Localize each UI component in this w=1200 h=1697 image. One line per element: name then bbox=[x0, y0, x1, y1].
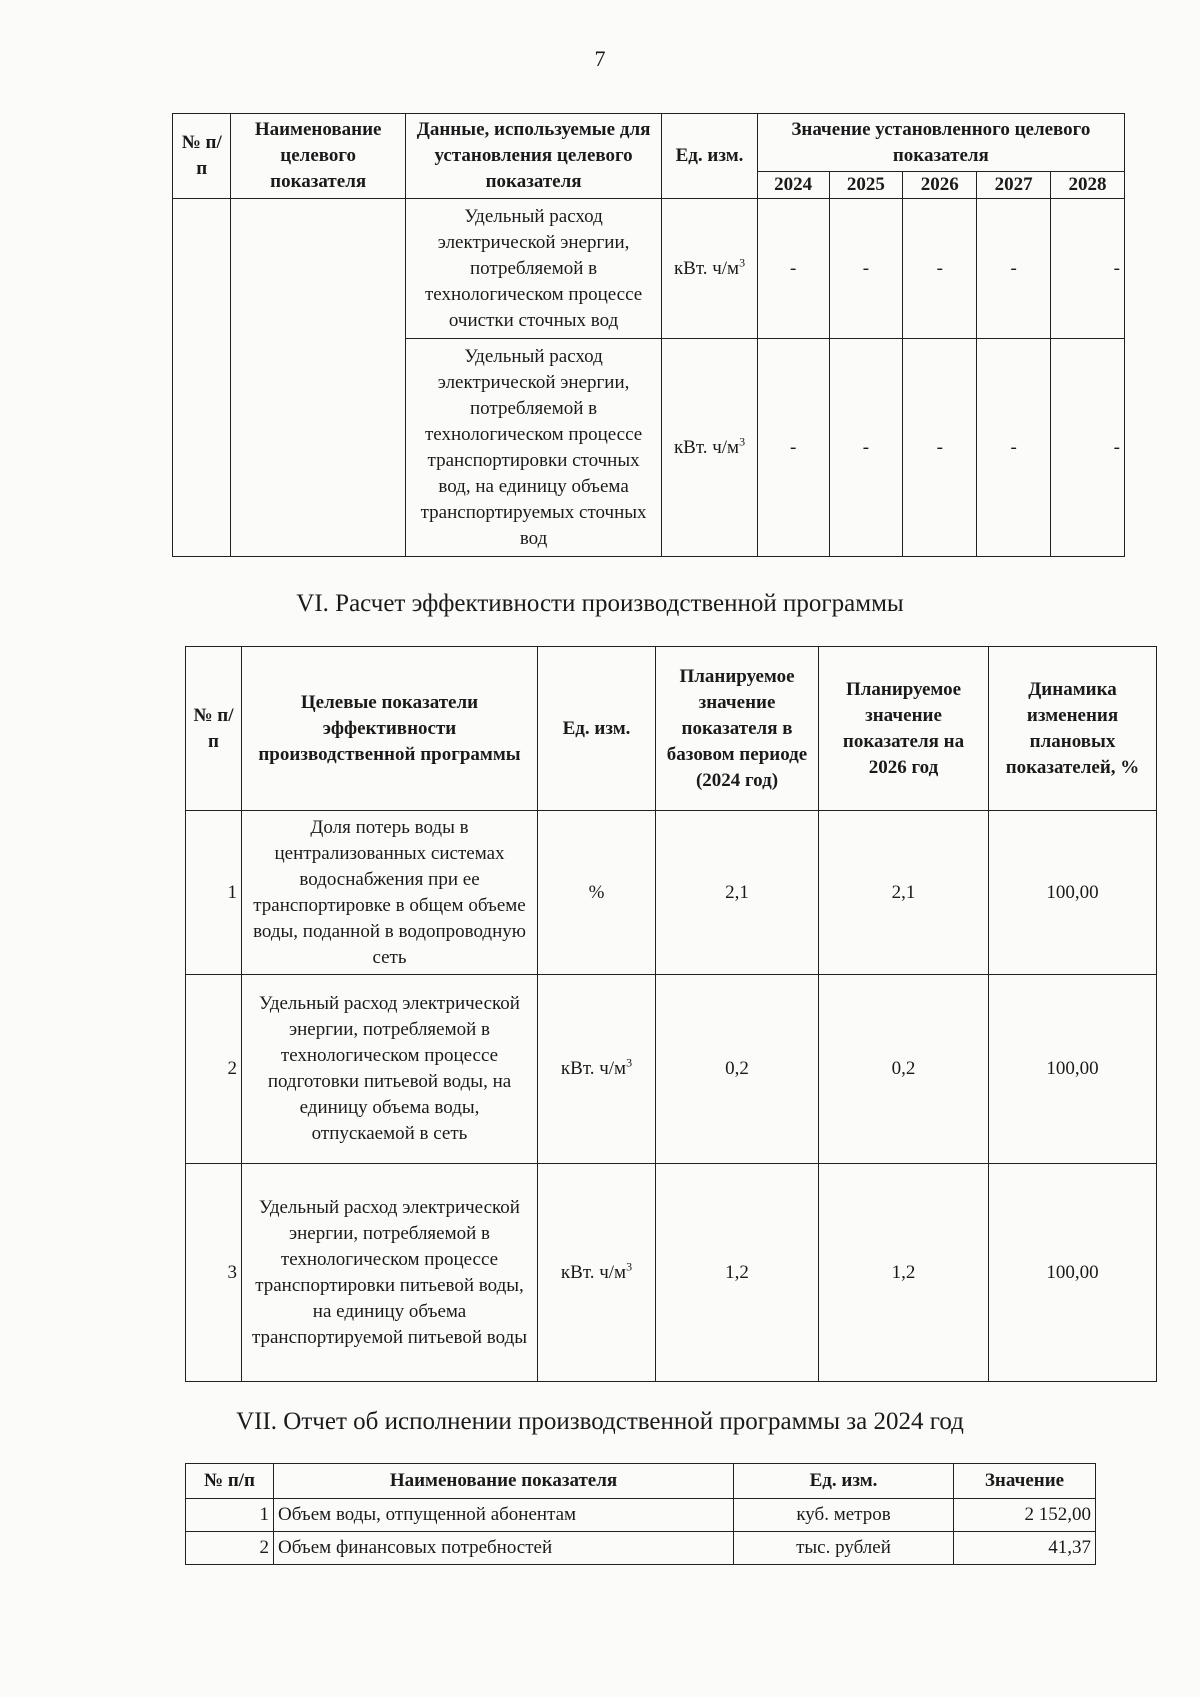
table-row bbox=[186, 1532, 1096, 1565]
value-cell: - bbox=[829, 199, 903, 339]
num-cell: 1 bbox=[186, 811, 242, 975]
value-cell: - bbox=[829, 339, 903, 557]
header-target: Целевые показатели эффективности производственной программы bbox=[242, 647, 538, 811]
unit-cell: куб. метров bbox=[734, 1499, 954, 1532]
efficiency-table bbox=[185, 646, 1157, 1382]
base-cell: 0,2 bbox=[656, 975, 819, 1164]
value-cell: - bbox=[903, 339, 977, 557]
section-7-title: VII. Отчет об исполнении производственной программы за 2024 год bbox=[236, 1408, 964, 1435]
header-num: № п/п bbox=[186, 647, 242, 811]
header-num: № п/п bbox=[173, 114, 231, 199]
unit-cell: % bbox=[538, 811, 656, 975]
unit-cell: тыс. рублей bbox=[734, 1532, 954, 1565]
header-year: 2026 bbox=[903, 172, 977, 199]
header-num: № п/п bbox=[186, 1464, 274, 1499]
header-name: Наименование показателя bbox=[274, 1464, 734, 1499]
header-year: 2024 bbox=[757, 172, 829, 199]
header-unit: Ед. изм. bbox=[538, 647, 656, 811]
plan-cell: 0,2 bbox=[819, 975, 989, 1164]
dynamics-cell: 100,00 bbox=[989, 1164, 1157, 1382]
num-cell bbox=[173, 199, 231, 557]
dynamics-cell: 100,00 bbox=[989, 975, 1157, 1164]
num-cell: 2 bbox=[186, 975, 242, 1164]
header-year: 2027 bbox=[977, 172, 1051, 199]
num-cell: 2 bbox=[186, 1532, 274, 1565]
value-cell: - bbox=[977, 339, 1051, 557]
target-indicators-table bbox=[172, 113, 1125, 557]
section-6-title: VI. Расчет эффективности производственной программы bbox=[296, 590, 904, 617]
header-name: Наименование целевого показателя bbox=[231, 114, 405, 199]
header-unit: Ед. изм. bbox=[662, 114, 757, 199]
table-row bbox=[186, 1164, 1157, 1382]
plan-cell: 1,2 bbox=[819, 1164, 989, 1382]
value-cell: 41,37 bbox=[954, 1532, 1096, 1565]
page-number: 7 bbox=[594, 46, 606, 71]
dynamics-cell: 100,00 bbox=[989, 811, 1157, 975]
target-cell: Удельный расход электрической энергии, потребляемой в технологическом процессе транспортировки питьевой воды, на единицу объема транспортируемой питьевой воды bbox=[242, 1164, 538, 1382]
header-base: Планируемое значение показателя в базовом периоде (2024 год) bbox=[656, 647, 819, 811]
base-cell: 2,1 bbox=[656, 811, 819, 975]
table-row bbox=[186, 811, 1157, 975]
num-cell: 1 bbox=[186, 1499, 274, 1532]
value-cell: - bbox=[757, 339, 829, 557]
target-cell: Удельный расход электрической энергии, потребляемой в технологическом процессе подготовки питьевой воды, на единицу объема воды, отпускаемой в сеть bbox=[242, 975, 538, 1164]
num-cell: 3 bbox=[186, 1164, 242, 1382]
header-year: 2028 bbox=[1051, 172, 1125, 199]
header-value-group: Значение установленного целевого показателя bbox=[757, 114, 1124, 172]
base-cell: 1,2 bbox=[656, 1164, 819, 1382]
data-used-cell: Удельный расход электрической энергии, потребляемой в технологическом процессе транспортировки сточных вод, на единицу объема транспортируемых сточных вод bbox=[405, 339, 661, 557]
header-data-used: Данные, используемые для установления целевого показателя bbox=[405, 114, 661, 199]
plan-cell: 2,1 bbox=[819, 811, 989, 975]
value-cell: 2 152,00 bbox=[954, 1499, 1096, 1532]
unit-cell: кВт. $ч/м^3$ bbox=[662, 339, 757, 557]
name-cell bbox=[231, 199, 405, 557]
report-table bbox=[185, 1463, 1096, 1565]
header-value: Значение bbox=[954, 1464, 1096, 1499]
header-plan: Планируемое значение показателя на 2026 год bbox=[819, 647, 989, 811]
value-cell: - bbox=[1051, 199, 1125, 339]
name-cell: Объем финансовых потребностей bbox=[274, 1532, 734, 1565]
table-row bbox=[186, 1499, 1096, 1532]
value-cell: - bbox=[903, 199, 977, 339]
header-dynamics: Динамика изменения плановых показателей, % bbox=[989, 647, 1157, 811]
unit-cell: кВт. $ч/м^3$ bbox=[538, 975, 656, 1164]
value-cell: - bbox=[757, 199, 829, 339]
name-cell: Объем воды, отпущенной абонентам bbox=[274, 1499, 734, 1532]
data-used-cell: Удельный расход электрической энергии, потребляемой в технологическом процессе очистки сточных вод bbox=[405, 199, 661, 339]
table-row bbox=[186, 975, 1157, 1164]
value-cell: - bbox=[1051, 339, 1125, 557]
value-cell: - bbox=[977, 199, 1051, 339]
table-row bbox=[173, 199, 1125, 339]
header-year: 2025 bbox=[829, 172, 903, 199]
header-unit: Ед. изм. bbox=[734, 1464, 954, 1499]
target-cell: Доля потерь воды в централизованных системах водоснабжения при ее транспортировке в общем объеме воды, поданной в водопроводную сеть bbox=[242, 811, 538, 975]
unit-cell: кВт. $ч/м^3$ bbox=[662, 199, 757, 339]
unit-cell: кВт. $ч/м^3$ bbox=[538, 1164, 656, 1382]
